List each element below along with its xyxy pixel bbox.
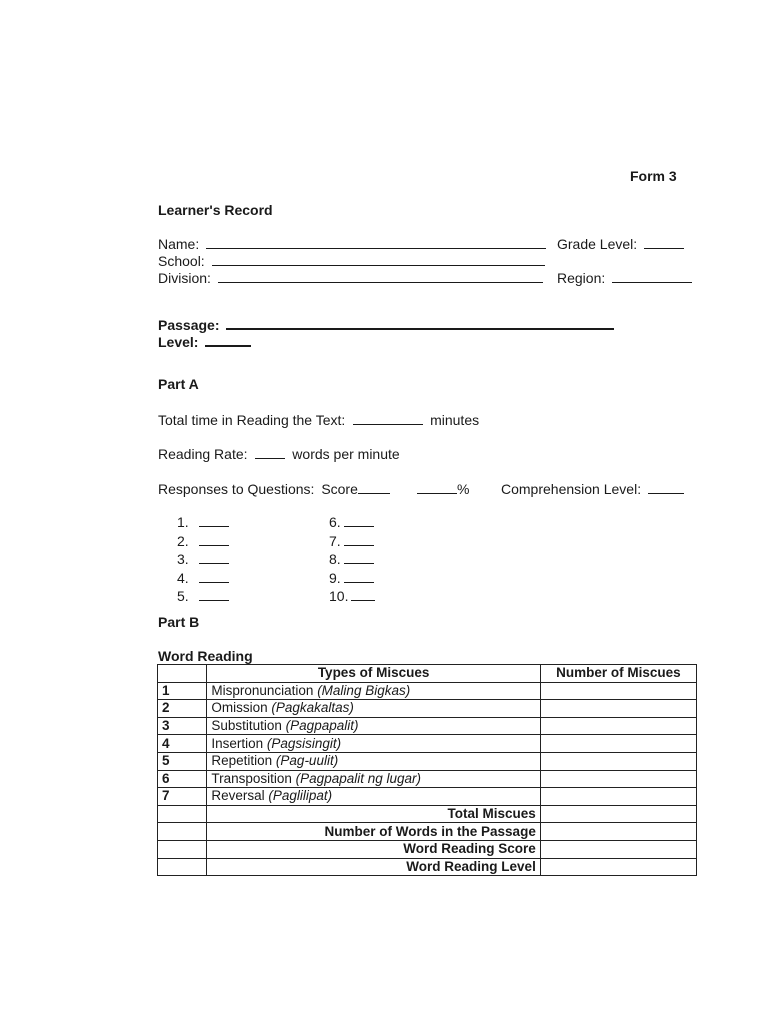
question-number: 8.	[329, 551, 341, 567]
miscue-gloss: (Pagkakaltas)	[271, 700, 354, 716]
summary-blank-cell	[158, 805, 207, 823]
miscue-count-cell[interactable]	[540, 700, 696, 718]
question-answer-line[interactable]	[344, 569, 374, 583]
miscue-type: Insertion	[211, 735, 264, 751]
score-input-line[interactable]	[358, 480, 390, 494]
total-time-unit: minutes	[430, 412, 480, 428]
division-field	[158, 269, 543, 287]
miscue-type-cell	[207, 752, 540, 770]
grade-level-field	[557, 235, 684, 253]
row-number: 3	[158, 717, 207, 735]
question-number: 2.	[177, 532, 189, 549]
summary-blank-cell	[158, 858, 207, 876]
row-number: 5	[158, 752, 207, 770]
question-answer-line[interactable]	[199, 532, 229, 546]
school-input-line[interactable]	[212, 252, 545, 266]
summary-row-number-of-words	[158, 823, 697, 841]
table-row	[158, 770, 697, 788]
header-number-cell	[158, 665, 207, 683]
miscue-count-cell[interactable]	[540, 770, 696, 788]
miscue-type: Transposition	[211, 770, 292, 786]
reading-rate-unit: words per minute	[292, 446, 400, 462]
miscue-type-cell	[207, 735, 540, 753]
summary-label: Total Miscues	[207, 805, 540, 823]
summary-label: Word Reading Score	[207, 840, 540, 858]
summary-value-cell[interactable]	[540, 823, 696, 841]
level-input-line[interactable]	[205, 332, 251, 347]
question-number: 3.	[177, 551, 189, 567]
question-item	[177, 550, 229, 569]
summary-value-cell[interactable]	[540, 805, 696, 823]
summary-blank-cell	[158, 823, 207, 841]
record-title: Learner's Record	[158, 202, 273, 218]
total-time-row	[158, 411, 479, 429]
name-input-line[interactable]	[206, 235, 546, 249]
header-number-of-miscues: Number of Miscues	[540, 665, 696, 683]
question-number: 6.	[329, 514, 341, 530]
question-answer-line[interactable]	[351, 587, 375, 601]
summary-label: Word Reading Level	[207, 858, 540, 876]
miscue-gloss: (Pagpapalit ng lugar)	[295, 770, 422, 786]
summary-blank-cell	[158, 840, 207, 858]
level-label: Level:	[158, 334, 199, 350]
table-row	[158, 788, 697, 806]
region-input-line[interactable]	[612, 269, 692, 283]
question-answer-line[interactable]	[344, 532, 374, 546]
responses-label: Responses to Questions:	[158, 481, 315, 497]
school-label: School:	[158, 253, 205, 269]
passage-input-line[interactable]	[226, 315, 614, 330]
questions-right-column	[329, 513, 375, 606]
summary-row-word-reading-level	[158, 858, 697, 876]
reading-rate-label: Reading Rate:	[158, 446, 248, 462]
question-item	[177, 587, 229, 606]
question-item	[177, 569, 229, 588]
level-field	[158, 332, 251, 351]
miscue-gloss: (Pag-uulit)	[275, 753, 339, 769]
miscue-count-cell[interactable]	[540, 752, 696, 770]
score-label: Score	[321, 481, 358, 497]
miscue-type-cell	[207, 682, 540, 700]
question-item	[329, 513, 375, 532]
row-number: 4	[158, 735, 207, 753]
responses-row	[158, 480, 390, 498]
comprehension-input-line[interactable]	[648, 480, 684, 494]
row-number: 7	[158, 788, 207, 806]
miscue-type-cell	[207, 700, 540, 718]
question-item	[177, 513, 229, 532]
question-answer-line[interactable]	[344, 513, 374, 527]
miscue-type: Omission	[211, 700, 268, 716]
miscue-type: Reversal	[211, 788, 265, 804]
comprehension-field	[501, 480, 684, 498]
miscue-type: Mispronunciation	[211, 682, 314, 698]
miscue-type-cell	[207, 770, 540, 788]
name-field	[158, 235, 546, 253]
question-number: 4.	[177, 569, 189, 586]
passage-label: Passage:	[158, 317, 220, 333]
miscue-type: Substitution	[211, 718, 282, 734]
word-reading-table	[157, 664, 697, 876]
grade-level-input-line[interactable]	[644, 235, 684, 249]
grade-level-label: Grade Level:	[557, 236, 638, 252]
miscue-type-cell	[207, 788, 540, 806]
total-time-input-line[interactable]	[353, 411, 423, 425]
question-item	[329, 532, 375, 551]
summary-row-total-miscues	[158, 805, 697, 823]
question-item	[329, 550, 375, 569]
summary-value-cell[interactable]	[540, 840, 696, 858]
question-answer-line[interactable]	[199, 513, 229, 527]
reading-rate-row	[158, 445, 400, 463]
question-item	[177, 532, 229, 551]
miscue-gloss: (Pagpapalit)	[285, 718, 359, 734]
row-number: 2	[158, 700, 207, 718]
question-item	[329, 569, 375, 588]
school-field	[158, 252, 545, 270]
row-number: 1	[158, 682, 207, 700]
summary-label: Number of Words in the Passage	[207, 823, 540, 841]
question-number: 1.	[177, 514, 189, 530]
region-label: Region:	[557, 270, 606, 286]
question-number: 10.	[329, 588, 349, 604]
miscue-gloss: (Pagsisingit)	[266, 735, 342, 751]
percent-sign: %	[457, 481, 470, 497]
question-number: 7.	[329, 532, 341, 549]
question-item	[329, 587, 375, 606]
header-types-of-miscues: Types of Miscues	[207, 665, 540, 683]
percent-field	[417, 480, 469, 498]
miscue-count-cell[interactable]	[540, 735, 696, 753]
miscue-type: Repetition	[211, 753, 273, 769]
miscue-type-cell	[207, 717, 540, 735]
part-b-title: Part B	[158, 614, 200, 630]
table-row	[158, 717, 697, 735]
word-reading-title: Word Reading	[158, 648, 253, 664]
question-answer-line[interactable]	[199, 587, 229, 601]
question-answer-line[interactable]	[199, 550, 229, 564]
part-a-title: Part A	[158, 376, 199, 392]
question-number: 9.	[329, 569, 341, 586]
table-row	[158, 752, 697, 770]
reading-rate-input-line[interactable]	[255, 445, 285, 459]
table-row	[158, 682, 697, 700]
form-label: Form 3	[630, 168, 677, 184]
question-number: 5.	[177, 588, 189, 604]
question-answer-line[interactable]	[199, 569, 229, 583]
comprehension-label: Comprehension Level:	[501, 481, 642, 497]
question-answer-line[interactable]	[344, 550, 374, 564]
miscue-count-cell[interactable]	[540, 717, 696, 735]
table-row	[158, 700, 697, 718]
division-label: Division:	[158, 270, 211, 286]
table-header-row	[158, 665, 697, 683]
table-row	[158, 735, 697, 753]
division-input-line[interactable]	[218, 269, 543, 283]
region-field	[557, 269, 692, 287]
miscue-gloss: (Maling Bigkas)	[317, 682, 411, 698]
miscue-count-cell[interactable]	[540, 682, 696, 700]
summary-value-cell[interactable]	[540, 858, 696, 876]
questions-left-column	[177, 513, 229, 606]
total-time-label: Total time in Reading the Text:	[158, 412, 346, 428]
row-number: 6	[158, 770, 207, 788]
percent-input-line[interactable]	[417, 480, 457, 494]
summary-row-word-reading-score	[158, 840, 697, 858]
miscue-gloss: (Paglilipat)	[268, 788, 333, 804]
name-label: Name:	[158, 236, 200, 252]
miscue-count-cell[interactable]	[540, 788, 696, 806]
